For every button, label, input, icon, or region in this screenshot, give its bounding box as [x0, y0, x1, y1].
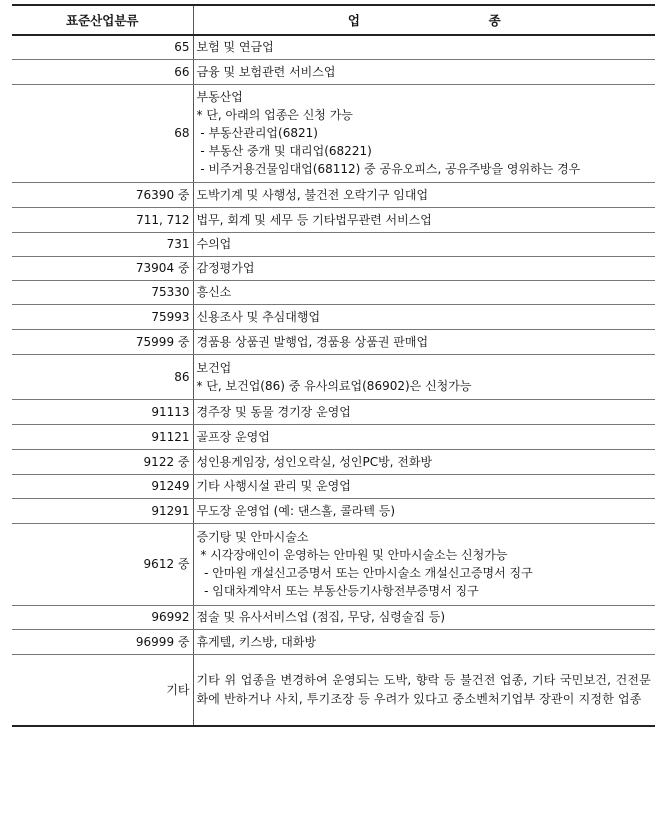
- table-row: [12, 629, 655, 654]
- industry-code-cell: 73904 중: [12, 256, 193, 280]
- industry-code-cell: 96999 중: [12, 629, 193, 654]
- excluded-industries-table: [12, 4, 655, 727]
- header-industry-code: 표준산업분류: [12, 5, 193, 35]
- industry-name-line: 증기탕 및 안마시술소: [196, 530, 309, 544]
- industry-name-line: 경품용 상품권 발행업, 경품용 상품권 판매업: [196, 334, 429, 349]
- table-row: [12, 35, 655, 59]
- table-row: [12, 523, 655, 605]
- industry-code-cell: 기타: [12, 654, 193, 726]
- industry-name-line: 흥신소: [196, 285, 232, 299]
- industry-name-cell: [193, 654, 655, 726]
- industry-name-line: 골프장 운영업: [196, 429, 270, 444]
- industry-name-line: 성인용게임장, 성인오락실, 성인PC방, 전화방: [196, 454, 433, 469]
- industry-code-cell: 731: [12, 232, 193, 256]
- industry-code-cell: 75330: [12, 280, 193, 304]
- industry-name-line: 도박기계 및 사행성, 불건전 오락기구 임대업: [196, 187, 429, 202]
- header-name-part-1: 업: [347, 13, 360, 28]
- industry-name-cell: [193, 399, 655, 424]
- industry-name-line: - 부동산관리업(6821): [196, 126, 318, 140]
- industry-name-line: * 단, 보건업(86) 중 유사의료업(86902)은 신청가능: [196, 378, 472, 393]
- industry-code-cell: 65: [12, 35, 193, 59]
- table-row: [12, 232, 655, 256]
- industry-name-line: 신용조사 및 추심대행업: [196, 309, 321, 324]
- industry-name-line: - 비주거용건물임대업(68112) 중 공유오피스, 공유주방을 영위하는 경우: [196, 162, 581, 176]
- industry-name-line: 보험 및 연금업: [196, 40, 274, 55]
- industry-code-cell: 66: [12, 59, 193, 84]
- industry-code-cell: 91291: [12, 498, 193, 523]
- industry-code-cell: 91121: [12, 424, 193, 449]
- industry-code-cell: 68: [12, 84, 193, 182]
- industry-name-line: 법무, 회계 및 세무 등 기타법무관련 서비스업: [196, 212, 432, 227]
- industry-code-cell: 91113: [12, 399, 193, 424]
- table-row: [12, 354, 655, 399]
- industry-code-cell: 9122 중: [12, 449, 193, 474]
- industry-code-cell: 9612 중: [12, 523, 193, 605]
- industry-name-line: 보건업: [196, 360, 232, 375]
- industry-name-cell: [193, 329, 655, 354]
- industry-name-paragraph: 기타 위 업종을 변경하여 운영되는 도박, 향락 등 불건전 업종, 기타 국민보건, 건전문화에 반하거나 사치, 투기조장 등 우려가 있다고 중소벤처기업부 장관이 지정한 업종: [196, 672, 651, 706]
- table-row: [12, 84, 655, 182]
- industry-code-cell: 75999 중: [12, 329, 193, 354]
- industry-name-line: - 임대차계약서 또는 부동산등기사항전부증명서 징구: [196, 584, 479, 598]
- industry-name-cell: [193, 354, 655, 399]
- industry-name-cell: [193, 280, 655, 304]
- industry-name-cell: [193, 304, 655, 329]
- industry-code-cell: 711, 712: [12, 207, 193, 232]
- industry-name-cell: [193, 498, 655, 523]
- industry-name-cell: [193, 424, 655, 449]
- industry-name-cell: [193, 59, 655, 84]
- table-row: [12, 280, 655, 304]
- table-row: [12, 256, 655, 280]
- industry-name-line: 경주장 및 동물 경기장 운영업: [196, 404, 351, 419]
- industry-name-line: 부동산업: [196, 90, 243, 104]
- industry-name-line: 무도장 운영업 (예: 댄스홀, 콜라텍 등): [196, 503, 396, 518]
- industry-code-cell: 86: [12, 354, 193, 399]
- table-row: [12, 304, 655, 329]
- industry-name-line: 감정평가업: [196, 261, 255, 275]
- industry-name-cell: [193, 605, 655, 629]
- header-name-part-2: 종: [488, 13, 501, 28]
- industry-name-line: - 안마원 개설신고증명서 또는 안마시술소 개설신고증명서 징구: [196, 566, 533, 580]
- table-row: [12, 329, 655, 354]
- industry-name-line: * 단, 아래의 업종은 신청 가능: [196, 108, 353, 122]
- industry-name-cell: [193, 256, 655, 280]
- industry-name-line: 금융 및 보험관련 서비스업: [196, 64, 336, 79]
- table-row: [12, 59, 655, 84]
- table-row: [12, 449, 655, 474]
- industry-name-line: 휴게텔, 키스방, 대화방: [196, 634, 317, 649]
- industry-name-cell: [193, 523, 655, 605]
- industry-code-cell: 76390 중: [12, 182, 193, 207]
- table-header-row: [12, 5, 655, 35]
- industry-code-cell: 96992: [12, 605, 193, 629]
- header-industry-name: [193, 5, 655, 35]
- industry-name-line: 기타 사행시설 관리 및 운영업: [196, 479, 351, 493]
- industry-name-line: * 시각장애인이 운영하는 안마원 및 안마시술소는 신청가능: [196, 548, 508, 562]
- table-row: [12, 474, 655, 498]
- table-row: [12, 207, 655, 232]
- table-body: [12, 35, 655, 726]
- industry-name-cell: [193, 84, 655, 182]
- industry-code-cell: 91249: [12, 474, 193, 498]
- table-row: [12, 654, 655, 726]
- table-row: [12, 605, 655, 629]
- table-row: [12, 399, 655, 424]
- industry-name-line: 수의업: [196, 237, 232, 251]
- industry-name-cell: [193, 232, 655, 256]
- industry-name-cell: [193, 629, 655, 654]
- industry-name-line: - 부동산 중개 및 대리업(68221): [196, 144, 372, 158]
- table-row: [12, 182, 655, 207]
- industry-name-cell: [193, 474, 655, 498]
- industry-name-cell: [193, 182, 655, 207]
- industry-table-container: [12, 4, 655, 727]
- table-row: [12, 498, 655, 523]
- industry-name-cell: [193, 35, 655, 59]
- industry-code-cell: 75993: [12, 304, 193, 329]
- industry-name-cell: [193, 449, 655, 474]
- industry-name-cell: [193, 207, 655, 232]
- table-row: [12, 424, 655, 449]
- industry-name-line: 점술 및 유사서비스업 (점집, 무당, 심령술집 등): [196, 610, 446, 624]
